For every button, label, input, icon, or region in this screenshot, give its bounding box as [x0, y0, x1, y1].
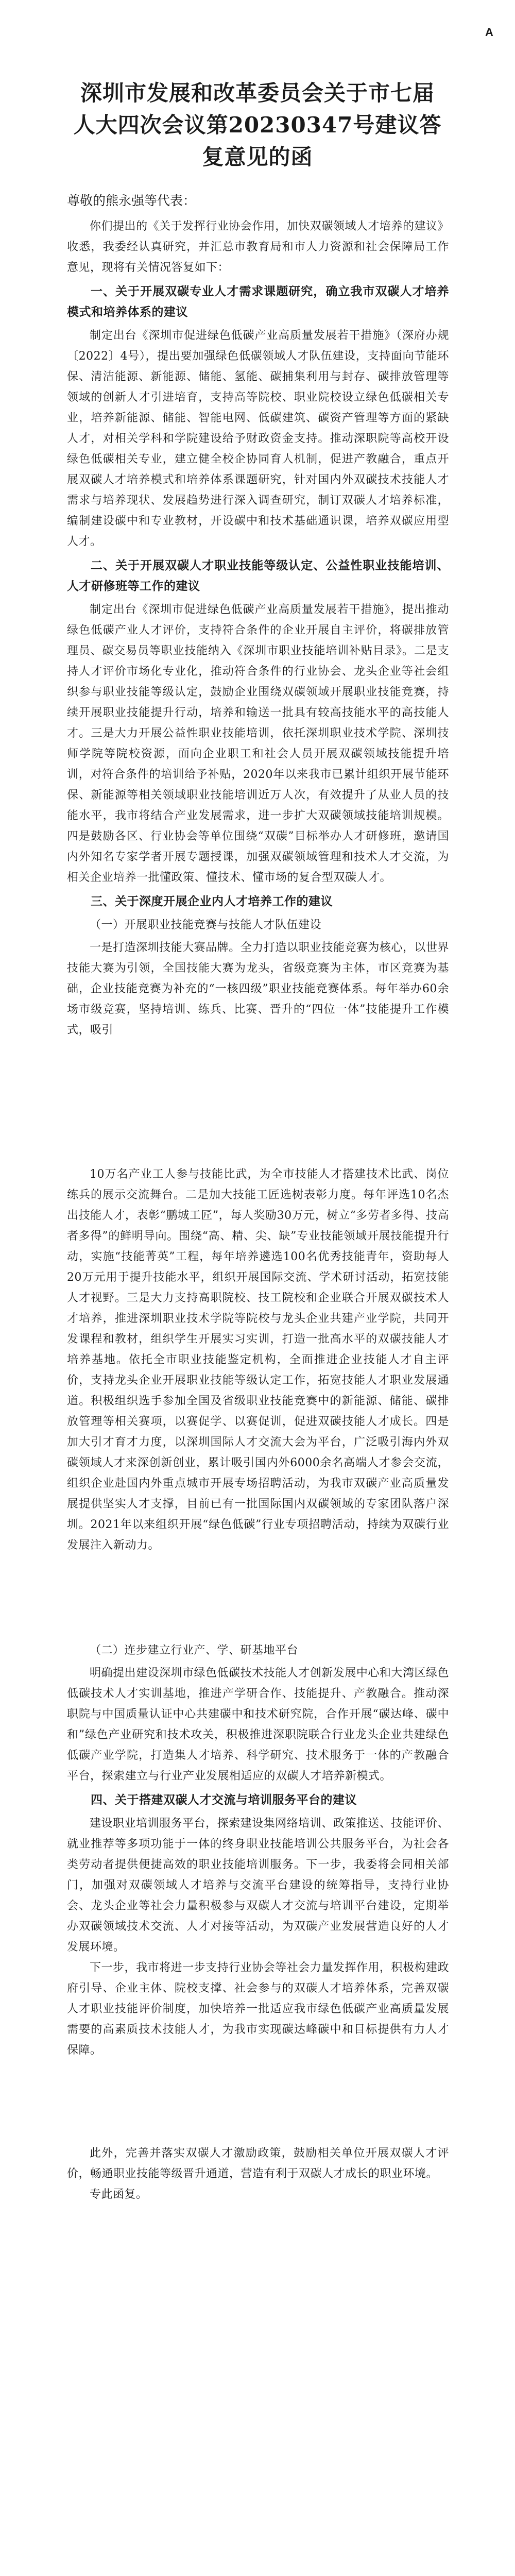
blank-space [67, 2061, 449, 2143]
body-paragraph: 此外，完善并落实双碳人才激励政策，鼓励相关单位开展双碳人才评价，畅通职业技能等级晋升通道，营造有利于双碳人才成长的职业环境。 [67, 2147, 449, 2180]
section-heading: 四、关于搭建双碳人才交流与培训服务平台的建议 [91, 1793, 357, 1807]
blank-space [67, 1041, 449, 1164]
section-heading: 二、关于开展双碳人才职业技能等级认定、公益性职业技能培训、人才研修班等工作的建议 [67, 558, 449, 593]
body-paragraph: 专此函复。 [90, 2188, 148, 2201]
body-paragraph: 你们提出的《关于发挥行业协会作用，加快双碳领域人才培养的建议》收悉，我委经认真研究，并汇总市教育局和市人力资源和社会保障局工作意见，现将有关情况答复如下： [67, 220, 449, 274]
body-paragraph: 下一步，我市将进一步支持行业协会等社会力量发挥作用，积极构建政府引导、企业主体、院校支撑、社会参与的双碳人才培养体系，完善双碳人才职业技能评价制度，加快培养一批适应我市绿色低碳产业高质量发展需要的高素质技术技能人才，为我市实现碳达峰碳中和目标提供有力人才保障。 [67, 1961, 449, 2057]
section-heading: 三、关于深度开展企业内人才培养工作的建议 [91, 894, 333, 908]
body-paragraph: 10万名产业工人参与技能比武，为全市技能人才搭建技术比武、岗位练兵的展示交流舞台。二是加大技能工匠选树表彰力度。每年评选10名杰出技能人才，表彰“鹏城工匠”，每人奖励30万元，树立“多劳者多得、技高者多得”的鲜明导向。围绕“高、精、尖、缺”专业技能领域开展技能提升行动，实施“技能菁英”工程，每年培养遴选100名优秀技能青年，资助每人20万元用于提升技能水平，组织开展国际交流、学术研讨活动，拓宽技能人才视野。三是大力支持高职院校、技工院校和企业联合开展双碳技术人才培养，推进深圳职业技术学院等院校与龙头企业共建产业学院，共同开发课程和教材，组织学生开展实习实训，打造一批高水平的双碳技能人才培养基地。依托全市职业技能鉴定机构，全面推进企业技能人才自主评价，支持龙头企业开展职业技能等级认定工作，拓宽技能人才职业发展通道。积极组织选手参加全国及省级职业技能竞赛中的新能源、储能、碳排放管理等相关赛项，以赛促学、以赛促训，促进双碳技能人才成长。四是加大引才育才力度，以深圳国际人才交流大会为平台，广泛吸引海内外双碳领域人才来深创新创业，累计吸引国内外6000余名高端人才参会交流，组织企业赴国内外重点城市开展专场招聘活动，为我市双碳产业高质量发展提供坚实人才支撑，目前已有一批国际国内双碳领域的专家团队落户深圳。2021年以来组织开展“绿色低碳”行业专项招聘活动，持续为双碳行业发展注入新动力。 [67, 1168, 449, 1552]
body-paragraph: 制定出台《深圳市促进绿色低碳产业高质量发展若干措施》，提出推动绿色低碳产业人才评价，支持符合条件的企业开展自主评价，将碳排放管理员、碳交易员等职业技能纳入《深圳市职业技能培训补贴目录》。二是支持人才评价市场化专业化，推动符合条件的行业协会、龙头企业等社会组织参与职业技能等级认定，鼓励企业围绕双碳领域开展职业技能竞赛，持续开展职业技能提升行动，培养和输送一批具有较高技能水平的高技能人才。三是大力开展公益性职业技能培训，依托深圳职业技术学院、深圳技师学院等院校资源，面向企业职工和社会人员开展双碳领域技能提升培训，对符合条件的培训给予补贴，2020年以来我市已累计组织开展节能环保、新能源等相关领域职业技能培训近万人次，有效提升了从业人员的技能水平，我市将结合产业发展需求，进一步扩大双碳领域技能培训规模。四是鼓励各区、行业协会等单位围绕“双碳”目标举办人才研修班，邀请国内外知名专家学者开展专题授课，加强双碳领域管理和技术人才交流，为相关企业培养一批懂政策、懂技术、懂市场的复合型双碳人才。 [67, 603, 449, 884]
body-paragraph: 一是打造深圳技能大赛品牌。全力打造以职业技能竞赛为核心，以世界技能大赛为引领，全国技能大赛为龙头，省级竞赛为主体，市区竞赛为基础，企业技能竞赛为补充的“一核四级”职业技能竞赛体系。每年举办60余场市级竞赛，坚持培训、练兵、比赛、晋升的“四位一体”技能提升工作模式，吸引 [67, 941, 449, 1037]
body-paragraph: 明确提出建设深圳市绿色低碳技术技能人才创新发展中心和大湾区绿色低碳技术人才实训基地，推进产学研合作、技能提升、产教融合。推动深职院与中国质量认证中心共建碳中和技术研究院，合作开展“碳达峰、碳中和”绿色产业研究和技术攻关，积极推进深职院联合行业龙头企业共建绿色低碳产业学院，打造集人才培养、科学研究、技术服务于一体的产教融合平台，探索建立与行业产业发展相适应的双碳人才培养新模式。 [67, 1667, 449, 1783]
blank-space [67, 1556, 449, 1638]
corner-mark: A [485, 26, 493, 39]
salutation: 尊敬的熊永强等代表： [67, 193, 196, 208]
body-paragraph: 建设职业培训服务平台，探索建设集网络培训、政策推送、技能评价、就业推荐等多项功能于一体的终身职业技能培训公共服务平台，为社会各类劳动者提供便捷高效的职业技能培训服务。下一步，我委将会同相关部门，加强对双碳领域人才培养与交流平台建设的统筹指导，支持行业协会、龙头企业等社会力量积极参与双碳人才交流与培训平台建设，定期举办双碳领域技术交流、人才对接等活动，为双碳产业发展营造良好的人才发展环境。 [67, 1817, 449, 1954]
section-heading: 一、关于开展双碳专业人才需求课题研究，确立我市双碳人才培养模式和培养体系的建议 [67, 284, 449, 319]
subsection-heading: （二）连步建立行业产、学、研基地平台 [90, 1644, 299, 1657]
body-paragraph: 制定出台《深圳市促进绿色低碳产业高质量发展若干措施》（深府办规〔2022〕4号），提出要加强绿色低碳领域人才队伍建设，支持面向节能环保、清洁能源、新能源、储能、氢能、碳捕集利用与封存、碳排放管理等领域的创新人才引进培育，支持高等院校、职业院校设立绿色低碳相关专业，培养新能源、储能、智能电网、低碳建筑、碳资产管理等方面的紧缺人才，对相关学科和学院建设给予财政资金支持。推动深职院等高校开设绿色低碳相关专业，建立健全校企协同育人机制，促进产教融合，重点开展双碳人才培养模式和培养体系课题研究，针对国内外双碳技术技能人才需求与培养现状、发展趋势进行深入调查研究，制订双碳人才培养标准，编制建设碳中和专业教材，开设碳中和技术基础通识课，培养双碳应用型人才。 [67, 329, 449, 548]
document-title: 深圳市发展和改革委员会关于市七届人大四次会议第20230347号建议答复意见的函 [73, 80, 442, 170]
subsection-heading: （一）开展职业技能竞赛与技能人才队伍建设 [90, 919, 322, 931]
document-body [67, 216, 449, 2205]
